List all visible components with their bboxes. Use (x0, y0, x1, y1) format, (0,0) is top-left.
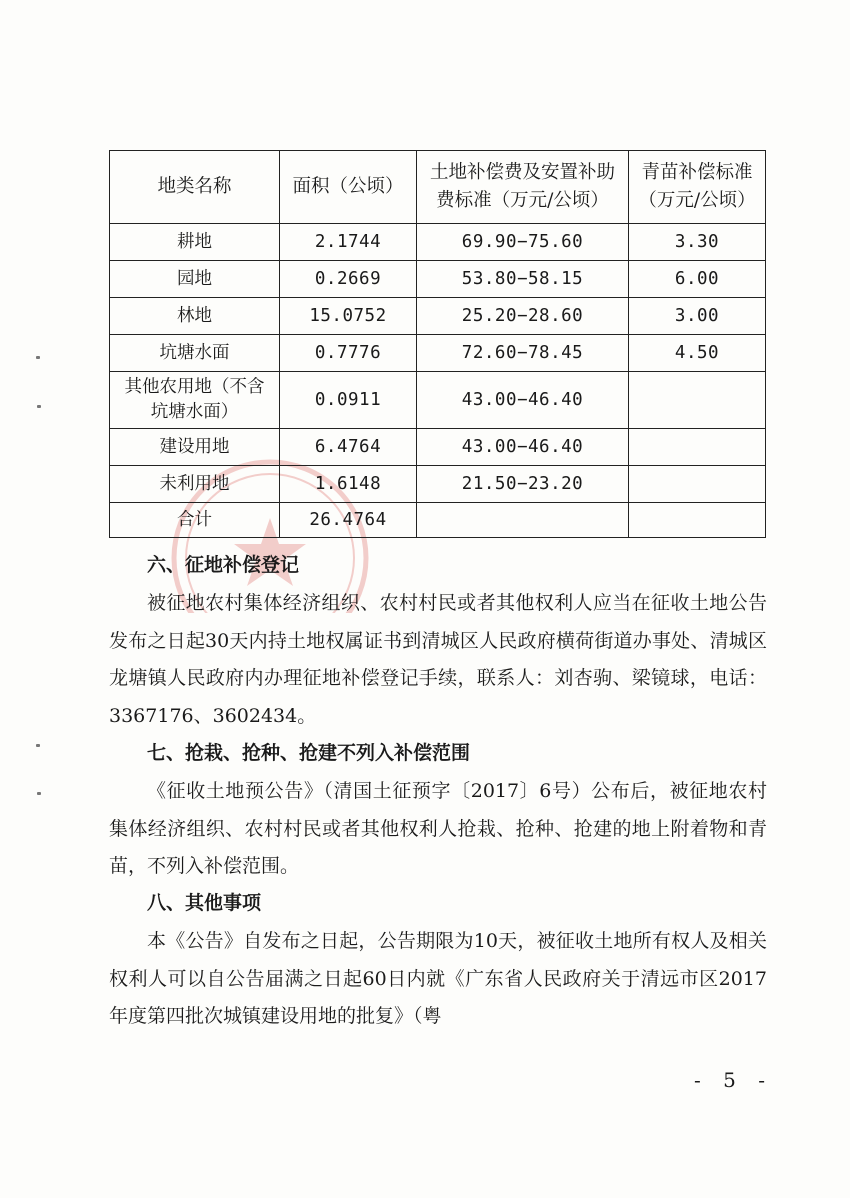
cell-crop-compensation: 4.50 (629, 335, 766, 372)
cell-area: 1.6148 (280, 466, 417, 503)
cell-area: 6.4764 (280, 429, 417, 466)
cell-land-type: 其他农用地（不含坑塘水面） (110, 372, 280, 429)
header-crop-compensation: 青苗补偿标准（万元/公顷） (629, 151, 766, 224)
cell-area: 0.0911 (280, 372, 417, 429)
cell-land-type: 建设用地 (110, 429, 280, 466)
section-8-heading: 八、其他事项 (147, 892, 262, 914)
scan-speck (37, 792, 41, 795)
cell-land-compensation: 21.50−23.20 (417, 466, 629, 503)
table-row (110, 429, 766, 466)
table-row (110, 335, 766, 372)
cell-land-compensation: 53.80−58.15 (417, 261, 629, 298)
table-row-total (110, 503, 766, 538)
header-area: 面积（公顷） (280, 151, 417, 224)
cell-land-type: 林地 (110, 298, 280, 335)
cell-crop-compensation (629, 429, 766, 466)
table-row (110, 372, 766, 429)
cell-land-compensation: 72.60−78.45 (417, 335, 629, 372)
cell-land-compensation (417, 503, 629, 538)
cell-land-type: 坑塘水面 (110, 335, 280, 372)
cell-area: 2.1744 (280, 224, 417, 261)
cell-crop-compensation: 3.00 (629, 298, 766, 335)
page-number: - 5 - (694, 1068, 773, 1092)
table-row (110, 466, 766, 503)
cell-crop-compensation (629, 503, 766, 538)
cell-land-type: 园地 (110, 261, 280, 298)
cell-land-compensation: 43.00−46.40 (417, 429, 629, 466)
table-row (110, 261, 766, 298)
cell-land-compensation: 69.90−75.60 (417, 224, 629, 261)
header-land-type: 地类名称 (110, 151, 280, 224)
cell-land-type: 耕地 (110, 224, 280, 261)
table-row (110, 224, 766, 261)
cell-land-type: 合计 (110, 503, 280, 538)
cell-area: 26.4764 (280, 503, 417, 538)
cell-area: 0.7776 (280, 335, 417, 372)
section-8-body: 本《公告》自发布之日起，公告期限为10天，被征收土地所有权人及相关权利人可以自公告届满之日起60日内就《广东省人民政府关于清远市区2017年度第四批次城镇建设用地的批复》（粤 (109, 930, 767, 1027)
cell-crop-compensation: 6.00 (629, 261, 766, 298)
scan-speck (36, 744, 40, 747)
cell-land-compensation: 43.00−46.40 (417, 372, 629, 429)
cell-land-compensation: 25.20−28.60 (417, 298, 629, 335)
scan-speck (36, 356, 40, 359)
section-6-heading: 六、征地补偿登记 (147, 554, 300, 576)
section-7-body: 《征收土地预公告》（清国土征预字〔2017〕6号）公布后，被征地农村集体经济组织、农村村民或者其他权利人抢栽、抢种、抢建的地上附着物和青苗，不列入补偿范围。 (109, 780, 767, 877)
table-header-row (110, 151, 766, 224)
compensation-table (109, 150, 766, 538)
scan-speck (37, 405, 41, 408)
cell-crop-compensation (629, 372, 766, 429)
cell-area: 0.2669 (280, 261, 417, 298)
section-6-body: 被征地农村集体经济组织、农村村民或者其他权利人应当在征收土地公告发布之日起30天内持土地权属证书到清城区人民政府横荷街道办事处、清城区龙塘镇人民政府内办理征地补偿登记手续，联系人：刘杏驹、梁镜球，电话：3367176、3602434。 (109, 592, 767, 727)
cell-crop-compensation: 3.30 (629, 224, 766, 261)
cell-area: 15.0752 (280, 298, 417, 335)
header-land-compensation: 土地补偿费及安置补助费标准（万元/公顷） (417, 151, 629, 224)
table-row (110, 298, 766, 335)
cell-crop-compensation (629, 466, 766, 503)
section-7-heading: 七、抢栽、抢种、抢建不列入补偿范围 (147, 742, 471, 764)
cell-land-type: 未利用地 (110, 466, 280, 503)
